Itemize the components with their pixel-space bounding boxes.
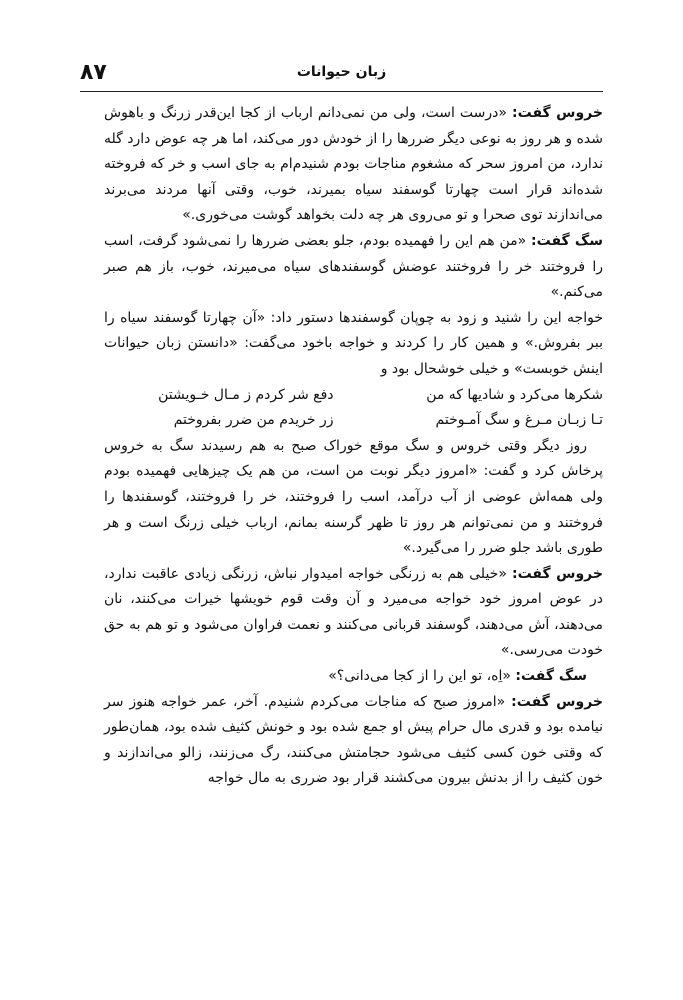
dialogue-text: «امروز صبح که مناجات می‌کردم شنیدم. آخر، عمر خواجه هنوز سر نیامده بود و قدری مال حرام پیش او جمع شده بود و خونش کثیف شده بود، همان‌طور که وقتی خون کسی کثیف می‌شود حجامتش می‌کنند، رگ می‌زنند، زالو می‌اندازند و خون کثیف را از بدنش بیرون می‌کشند قرار بود ضرری به مال خواجه <box>104 693 603 787</box>
paragraph <box>104 690 603 792</box>
body-text <box>104 101 603 980</box>
paragraph <box>104 562 603 664</box>
speaker-label: خروس گفت: <box>512 105 603 121</box>
paragraph: روز دیگر وقتی خروس و سگ موقع خوراک صبح به هم رسیدند سگ به خروس پرخاش کرد و گفت: «امروز دیگر نوبت من است، من هم یک چیزهایی فهمیده بودم ولی همه‌اش عوضی از آب درآمد، اسب را فروختند، خر را فروختند، گوسفندها را فروختند و من نمی‌توانم هر روز تا ظهر گرسنه بمانم، ارباب خیلی زرنگ است و هر طوری باشد جلو ضرر را می‌گیرد.» <box>104 437 603 557</box>
header-rule <box>80 91 603 92</box>
dialogue-text: «درست است، ولی من نمی‌دانم ارباب از کجا این‌قدر زرنگ و باهوش شده و هر روز به نوعی دیگر ضررها را از خودش دور می‌کند، اما هر چه عوض دارد گله ندارد، من امروز سحر که مشغوم مناجات بودم شنیدم‌ام به جای اسب و خر که فروخته شده‌اند قرار است چهارتا گوسفند سیاه بمیرند، خوب، وقتی آنها مردند می‌برند می‌اندازند توی صحرا و تو می‌روی هر چه دلت بخواهد گوشت می‌خوری.» <box>104 105 603 224</box>
speaker-label: خروس گفت: <box>512 565 603 582</box>
running-title: زبان حیوانات <box>296 64 387 80</box>
paragraph <box>104 664 603 690</box>
verse-hemistich-right: تـا زبـان مـرغ و سگ آمـوختم <box>435 412 603 429</box>
speaker-label: سگ گفت: <box>531 232 604 249</box>
dialogue-text: «من هم این را فهمیده بودم، جلو بعضی ضررها را نمی‌شود گرفت، اسب را فروختند خر را فروختند عوضش گوسفندهای سیاه می‌میرند، خوب، باز هم صبر می‌کنم.» <box>104 232 603 301</box>
page-header <box>80 60 603 90</box>
speaker-label: خروس گفت: <box>511 693 603 710</box>
page-number: ۸۷ <box>80 60 107 85</box>
paragraph <box>104 101 603 229</box>
verse-line <box>104 383 603 409</box>
dialogue-text: «اِه، تو این را از کجا می‌دانی؟» <box>328 668 511 685</box>
speaker-label: سگ گفت: <box>515 668 587 685</box>
verse-line <box>104 408 603 434</box>
verse-hemistich-left: دفع شر کردم ز مـال خـویشتن <box>158 386 334 403</box>
paragraph <box>104 229 603 306</box>
paragraph: خواجه این را شنید و زود به چوپان گوسفندها دستور داد: «آن چهارتا گوسفند سیاه را ببر بفروش.» و همین کار را کردند و خواجه باخود می‌گفت: «دانستن زبان حیوانات اینش خوبست» و خیلی خوشحال بود و <box>104 309 603 377</box>
verse-hemistich-right: شکرها می‌کرد و شادیها که من <box>426 386 603 403</box>
verse-hemistich-left: زر خریدم من ضرر بفروختم <box>173 412 334 429</box>
dialogue-text: «خیلی هم به زرنگی خواجه امیدوار نباش، زرنگی زیادی عاقبت ندارد، در عوض امروز خود خواجه می‌میرد و آن وقت قوم خویشها خیرات می‌کنند، نان می‌دهند، آش می‌دهند، گوسفند قربانی می‌کنند و نعمت فراوان می‌شود و تو هم به حق خودت می‌رسی.» <box>104 565 603 659</box>
